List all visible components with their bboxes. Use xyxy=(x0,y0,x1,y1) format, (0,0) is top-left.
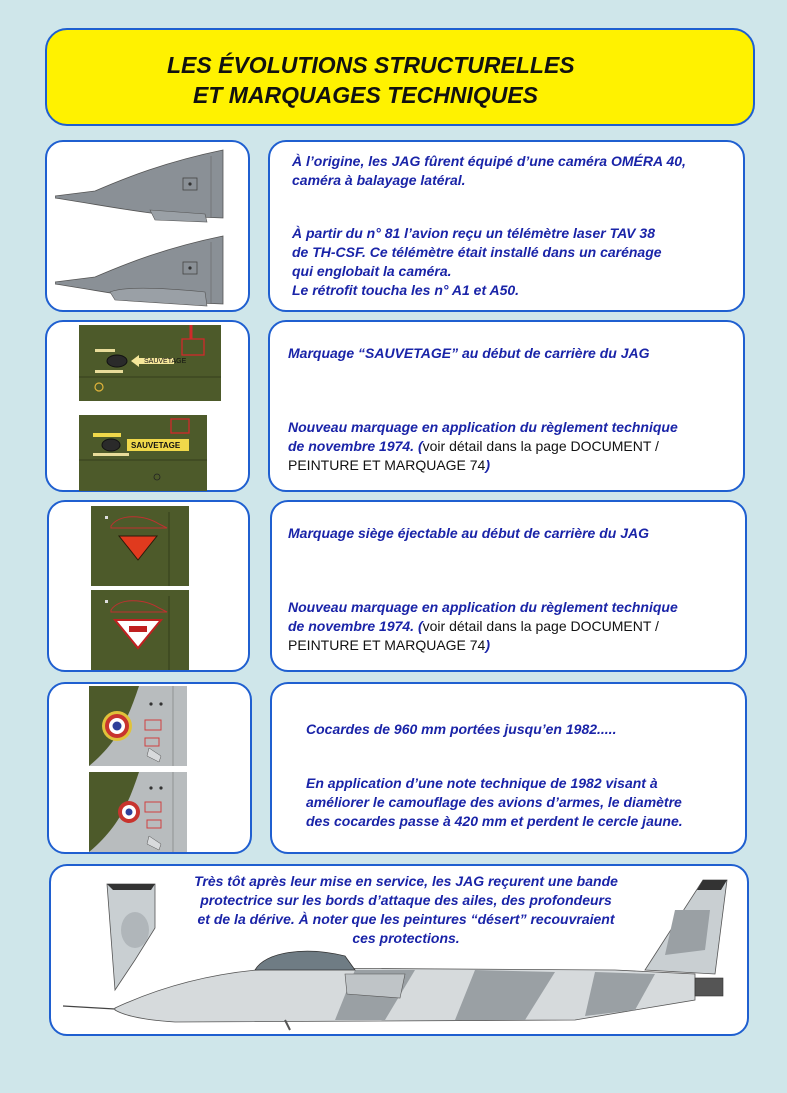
section2-para2: Nouveau marquage en application du règlement technique de novembre 1974. (voir détail dans la page DOCUMENT / PEINTURE ET MARQUAGE 74) xyxy=(288,419,678,473)
roundel-420mm-illustration xyxy=(89,772,187,852)
nose-laser-illustration xyxy=(55,234,245,312)
sauvetage-stencil-text: SAUVETAGE xyxy=(144,358,187,365)
section3-para2: Nouveau marquage en application du règlement technique de novembre 1974. (voir détail dans la page DOCUMENT / PEINTURE ET MARQUAGE 74) xyxy=(288,599,678,653)
section3-image-panel xyxy=(47,500,250,672)
section4-image-panel xyxy=(47,682,252,854)
section2-image-panel xyxy=(45,320,250,492)
sauvetage-marking-new xyxy=(79,415,207,491)
section4-para1: Cocardes de 960 mm portées jusqu’en 1982..... xyxy=(306,721,617,737)
section4-para2: En application d’une note technique de 1982 visant à améliorer le camouflage des avions d’armes, le diamètre des cocardes passe à 420 mm et perdent le cercle jaune. xyxy=(306,775,683,829)
ejection-seat-marking-old xyxy=(91,506,189,586)
ejection-seat-marking-new xyxy=(91,590,189,670)
sauvetage-stencil-text-new: SAUVETAGE xyxy=(131,441,181,450)
section3-text-panel xyxy=(270,500,747,672)
section2-text-panel xyxy=(268,320,745,492)
title-line-2: ET MARQUAGES TECHNIQUES xyxy=(193,82,539,108)
title-banner xyxy=(45,28,755,126)
section1-para2: À partir du n° 81 l’avion reçu un télémètre laser TAV 38 de TH-CSF. Ce télémètre était installé dans un carénage qui englobait la caméra. Le rétrofit toucha les n° A1 et A50. xyxy=(292,225,662,298)
roundel-960mm-illustration xyxy=(89,686,187,766)
title-line-1: LES ÉVOLUTIONS STRUCTURELLES xyxy=(167,52,575,78)
section5-panel xyxy=(49,864,749,1036)
section5-text: Très tôt après leur mise en service, les JAG reçurent une bande protectrice sur les bords d’attaque des ailes, des profondeurs et de la dérive. À noter que les peintures “désert” recouvraient ces protections. xyxy=(194,873,618,946)
section1-image-panel xyxy=(45,140,250,312)
section1-text-panel xyxy=(268,140,745,312)
section4-text-panel xyxy=(270,682,747,854)
section2-para1: Marquage “SAUVETAGE” au début de carrière du JAG xyxy=(288,345,650,361)
sauvetage-marking-old xyxy=(79,325,221,401)
section3-para1: Marquage siège éjectable au début de carrière du JAG xyxy=(288,525,650,541)
nose-camera-illustration xyxy=(55,148,245,226)
section1-para1: À l’origine, les JAG fûrent équipé d’une caméra OMÉRA 40, caméra à balayage latéral. xyxy=(292,153,686,188)
